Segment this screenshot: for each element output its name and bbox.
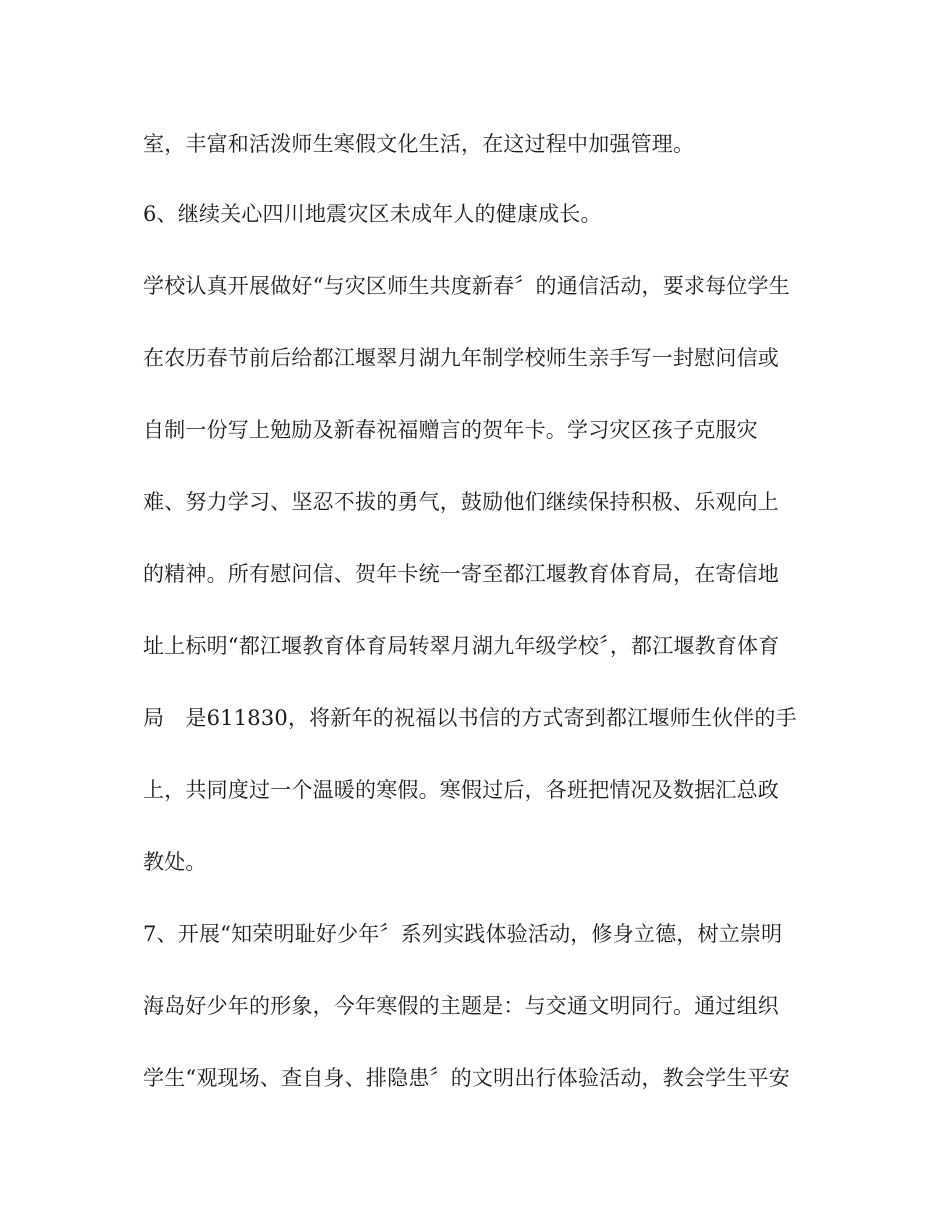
paragraph-line: 7、开展“知荣明耻好少年〞系列实践体验活动，修身立德，树立崇明 (143, 922, 783, 946)
paragraph-line: 自制一份写上勉励及新春祝福赠言的贺年卡。学习灾区孩子克服灾 (143, 418, 758, 442)
paragraph-line: 局 是611830，将新年的祝福以书信的方式寄到都江堰师生伙伴的手 (143, 706, 797, 730)
paragraph-line: 难、努力学习、坚忍不拔的勇气，鼓励他们继续保持积极、乐观向上 (143, 490, 779, 514)
paragraph-line: 在农历春节前后给都江堰翠月湖九年制学校师生亲手写一封慰问信或 (143, 346, 779, 370)
paragraph-line: 上，共同度过一个温暖的寒假。寒假过后，各班把情况及数据汇总政 (143, 778, 779, 802)
paragraph-line: 学校认真开展做好“与灾区师生共度新春〞的通信活动，要求每位学生 (143, 274, 790, 298)
paragraph-line: 教处。 (143, 850, 207, 874)
paragraph-line: 的精神。所有慰问信、贺年卡统一寄至都江堰教育体育局，在寄信地 (143, 562, 779, 586)
paragraph-line: 学生“观现场、查自身、排隐患〞的文明出行体验活动，教会学生平安 (143, 1066, 790, 1090)
paragraph-line: 6、继续关心四川地震灾区未成年人的健康成长。 (143, 202, 602, 226)
paragraph-line: 海岛好少年的形象，今年寒假的主题是：与交通文明同行。通过组织 (143, 994, 779, 1018)
paragraph-line: 址上标明“都江堰教育体育局转翠月湖九年级学校〞，都江堰教育体育 (143, 634, 780, 658)
paragraph-line: 室，丰富和活泼师生寒假文化生活，在这过程中加强管理。 (143, 132, 695, 156)
